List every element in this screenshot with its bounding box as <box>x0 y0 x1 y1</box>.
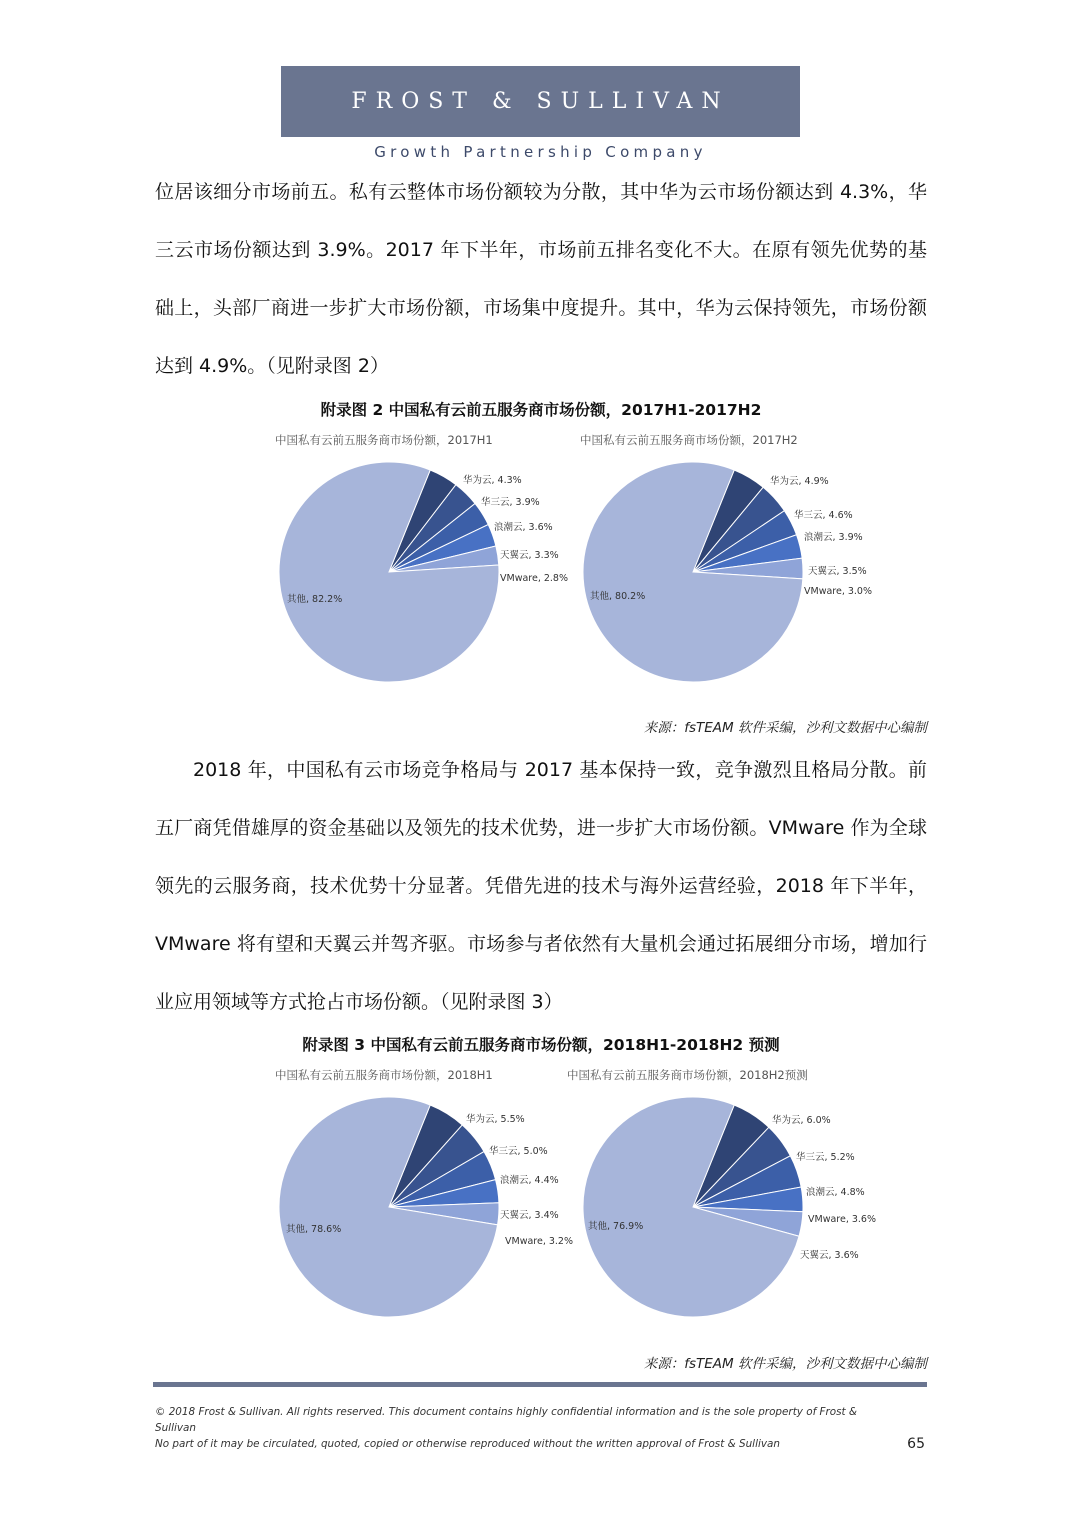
pie-label: 浪潮云, 3.9% <box>804 532 863 543</box>
pie-label: VMware, 3.6% <box>808 1214 877 1225</box>
copyright-line-1: © 2018 Frost & Sullivan. All rights reserved. This document contains highly confidential information and is the sole property of Frost & Sullivan <box>155 1406 858 1434</box>
copyright-line-2: No part of it may be circulated, quoted, copied or otherwise reproduced without the written approval of Frost & Sullivan <box>155 1438 780 1450</box>
figure-2-source: 来源：fsTEAM 软件采编，沙利文数据中心编制 <box>643 720 927 736</box>
pie-label: 天翼云, 3.3% <box>500 550 559 561</box>
pie-label: 华三云, 3.9% <box>481 497 540 508</box>
pie-label: VMware, 3.2% <box>505 1236 574 1247</box>
pie-label: 浪潮云, 4.8% <box>806 1187 865 1198</box>
pie-label: 华为云, 4.3% <box>463 475 522 486</box>
pie-label: 浪潮云, 4.4% <box>500 1175 559 1186</box>
pie-label: 浪潮云, 3.6% <box>494 522 553 533</box>
pie-label: VMware, 3.0% <box>804 586 873 597</box>
copyright-notice <box>155 1404 875 1452</box>
pie-label: 其他, 80.2% <box>590 591 646 602</box>
figure-3-source: 来源：fsTEAM 软件采编，沙利文数据中心编制 <box>643 1356 927 1372</box>
logo-text: FROST & SULLIVAN <box>351 89 730 114</box>
chart-3-title: 中国私有云前五服务商市场份额，2018H1 <box>275 1068 493 1082</box>
pie-label: 其他, 78.6% <box>286 1224 342 1235</box>
pie-label: 其他, 76.9% <box>588 1221 644 1232</box>
tagline: Growth Partnership Company <box>374 143 707 161</box>
pie-label: 天翼云, 3.6% <box>800 1250 859 1261</box>
pie-label: 华三云, 4.6% <box>794 510 853 521</box>
footer-divider <box>153 1382 927 1387</box>
pie-label: VMware, 2.8% <box>500 573 569 584</box>
page-number: 65 <box>907 1436 925 1452</box>
pie-label: 华三云, 5.2% <box>796 1152 855 1163</box>
pie-label: 华为云, 5.5% <box>466 1114 525 1125</box>
figure-3-title: 附录图 3 中国私有云前五服务商市场份额，2018H1-2018H2 预测 <box>302 1036 780 1054</box>
chart-4-title: 中国私有云前五服务商市场份额，2018H2预测 <box>567 1068 808 1082</box>
chart-2-title: 中国私有云前五服务商市场份额，2017H2 <box>580 433 798 447</box>
figure-2-title: 附录图 2 中国私有云前五服务商市场份额，2017H1-2017H2 <box>320 401 762 419</box>
pie-label: 华三云, 5.0% <box>489 1146 548 1157</box>
pie-label: 天翼云, 3.4% <box>500 1210 559 1221</box>
pie-label: 华为云, 6.0% <box>772 1115 831 1126</box>
pie-label: 其他, 82.2% <box>287 594 343 605</box>
pie-label: 天翼云, 3.5% <box>808 566 867 577</box>
pie-label: 华为云, 4.9% <box>770 476 829 487</box>
paragraph-2-text: 2018 年，中国私有云市场竞争格局与 2017 基本保持一致，竞争激烈且格局分散。前五厂商凭借雄厚的资金基础以及领先的技术优势，进一步扩大市场份额。VMware 作为全球领先的云服务商，技术优势十分显著。凭借先进的技术与海外运营经验，2018 年下半年，VMware 将有望和天翼云并驾齐驱。市场参与者依然有大量机会通过拓展细分市场，增加行业应用领域等方式抢占市场份额。（见附录图 3） <box>155 759 927 1013</box>
chart-1-title: 中国私有云前五服务商市场份额，2017H1 <box>275 433 493 447</box>
paragraph-1-text: 位居该细分市场前五。私有云整体市场份额较为分散，其中华为云市场份额达到 4.3%，华三云市场份额达到 3.9%。2017 年下半年，市场前五排名变化不大。在原有领先优势的基础上，头部厂商进一步扩大市场份额，市场集中度提升。其中，华为云保持领先，市场份额达到 4.9%。（见附录图 2） <box>155 181 927 377</box>
